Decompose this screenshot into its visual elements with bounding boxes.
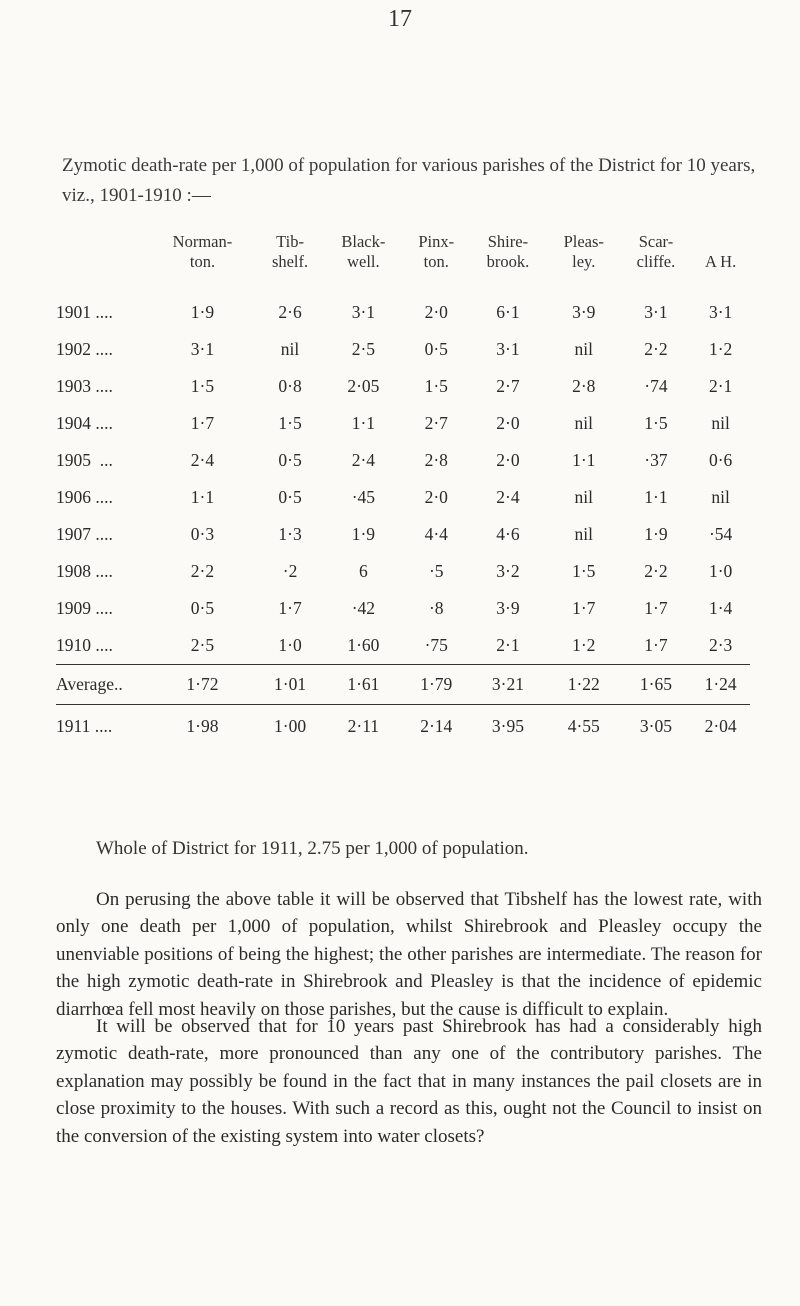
table-cell: 0·5 bbox=[278, 450, 302, 470]
table-cell: 0·6 bbox=[708, 450, 733, 470]
table-cell: 0·5 bbox=[278, 487, 302, 507]
table-cell: 1·5 bbox=[190, 376, 215, 396]
table-cell: 2·05 bbox=[347, 376, 380, 396]
table-cell: 2·2 bbox=[190, 561, 215, 581]
table-cell: 1·24 bbox=[691, 665, 750, 705]
table-cell: 3·1 bbox=[496, 339, 520, 359]
row-label: 1910 .... bbox=[56, 635, 113, 655]
table-cell: 6·1 bbox=[496, 302, 520, 322]
column-header-blackwell: Black- well. bbox=[341, 232, 386, 271]
table-cell: 1·01 bbox=[257, 665, 323, 705]
table-cell: 2·7 bbox=[496, 376, 520, 396]
table-cell: 2·4 bbox=[190, 450, 215, 470]
table-cell: 2·8 bbox=[424, 450, 448, 470]
table-cell: 1·2 bbox=[708, 339, 733, 359]
table-cell: 1·5 bbox=[572, 561, 596, 581]
table-cell: 1·7 bbox=[644, 598, 668, 618]
table-cell: 3·1 bbox=[190, 339, 215, 359]
row-label: 1903 .... bbox=[56, 376, 113, 396]
table-cell: 2·1 bbox=[708, 376, 733, 396]
table-row bbox=[56, 442, 750, 479]
table-cell: 1·22 bbox=[547, 665, 621, 705]
column-header-scarcliffe: Scar- cliffe. bbox=[636, 232, 676, 271]
table-row bbox=[56, 479, 750, 516]
table-cell: 1·65 bbox=[621, 665, 692, 705]
table-cell: 2·3 bbox=[708, 635, 733, 655]
table-row bbox=[56, 294, 750, 331]
table-cell: 6 bbox=[358, 561, 368, 581]
table-cell: 1·7 bbox=[278, 598, 302, 618]
table-cell: 1·5 bbox=[644, 413, 668, 433]
table-cell: 1·7 bbox=[190, 413, 215, 433]
table-cell: nil bbox=[574, 487, 593, 507]
table-cell: 1·00 bbox=[274, 716, 307, 736]
row-label: 1907 .... bbox=[56, 524, 113, 544]
table-cell: 1·3 bbox=[278, 524, 302, 544]
table-cell: ·74 bbox=[644, 376, 668, 396]
table-cell: nil bbox=[574, 339, 593, 359]
row-label: Average.. bbox=[56, 665, 148, 705]
table-cell: 3·95 bbox=[491, 716, 524, 736]
table-cell: 2·0 bbox=[496, 413, 520, 433]
district-summary: Whole of District for 1911, 2.75 per 1,000 of population. bbox=[96, 838, 529, 859]
table-cell: 4·4 bbox=[424, 524, 448, 544]
table-cell: 2·11 bbox=[347, 716, 380, 736]
table-cell: 1·79 bbox=[404, 665, 469, 705]
table-cell: 3·1 bbox=[644, 302, 668, 322]
table-cell: ·37 bbox=[644, 450, 668, 470]
table-cell: ·8 bbox=[428, 598, 444, 618]
table-cell: 1·2 bbox=[572, 635, 596, 655]
table-cell: 1·1 bbox=[572, 450, 596, 470]
table-cell: 2·4 bbox=[351, 450, 376, 470]
table-cell: 2·4 bbox=[496, 487, 520, 507]
table-cell: ·42 bbox=[351, 598, 376, 618]
table-caption: Zymotic death-rate per 1,000 of population for various parishes of the District for 10 years, viz., 1901-1910 :— bbox=[62, 155, 756, 206]
column-header-tibshelf: Tib- shelf. bbox=[271, 232, 309, 271]
table-cell: 2·1 bbox=[496, 635, 520, 655]
row-label: 1906 .... bbox=[56, 487, 113, 507]
table-cell: 1·98 bbox=[186, 716, 219, 736]
row-label: 1905 ... bbox=[56, 450, 113, 470]
page-number: 17 bbox=[388, 6, 412, 32]
table-cell: nil bbox=[574, 524, 593, 544]
table-cell: 1·5 bbox=[278, 413, 302, 433]
table-cell: 1·61 bbox=[323, 665, 403, 705]
table-header-row bbox=[56, 232, 750, 294]
table-cell: 3·1 bbox=[351, 302, 376, 322]
year-1911-row bbox=[56, 705, 750, 749]
column-header-shirebrook: Shire- brook. bbox=[486, 232, 530, 271]
table-cell: ·75 bbox=[424, 635, 448, 655]
paragraph-tibshelf-lowest: On perusing the above table it will be observed that Tibshelf has the lowest rate, with only one death per 1,000 of population, whilst Shirebrook and Pleasley occupy the unenviable positions of being the highest; the other parishes are intermediate. The reason for the high zymotic death-rate in Shirebrook and Pleasley is that the incidence of epidemic diarrhœa fell most heavily on those parishes, but the cause is difficult to explain. bbox=[56, 889, 762, 1020]
table-cell: 4·55 bbox=[567, 716, 600, 736]
table-cell: 1·60 bbox=[347, 635, 380, 655]
table-cell: 1·1 bbox=[644, 487, 668, 507]
table-cell: nil bbox=[280, 339, 300, 359]
table-cell: nil bbox=[711, 413, 730, 433]
table-cell: ·54 bbox=[708, 524, 733, 544]
table-cell: 2·14 bbox=[420, 716, 453, 736]
table-cell: 0·8 bbox=[278, 376, 302, 396]
table-cell: 2·2 bbox=[644, 339, 668, 359]
table-cell: 1·9 bbox=[190, 302, 215, 322]
table-cell: 3·9 bbox=[496, 598, 520, 618]
table-cell: 1·0 bbox=[708, 561, 733, 581]
death-rate-table bbox=[56, 232, 750, 748]
table-cell: 3·21 bbox=[469, 665, 547, 705]
column-header-ah: A H. bbox=[705, 252, 737, 271]
table-row bbox=[56, 627, 750, 665]
table-cell: 2·0 bbox=[424, 487, 448, 507]
column-header-pleasley: Pleas- ley. bbox=[563, 232, 604, 271]
table-cell: 1·1 bbox=[190, 487, 215, 507]
table-cell: 1·4 bbox=[708, 598, 733, 618]
table-cell: 1·7 bbox=[644, 635, 668, 655]
table-cell: nil bbox=[711, 487, 730, 507]
table-cell: 1·5 bbox=[424, 376, 448, 396]
table-cell: 2·6 bbox=[278, 302, 302, 322]
table-cell: 1·7 bbox=[572, 598, 596, 618]
table-cell: 3·9 bbox=[572, 302, 596, 322]
table-cell: 0·3 bbox=[190, 524, 215, 544]
table-row bbox=[56, 553, 750, 590]
table-row bbox=[56, 368, 750, 405]
table-cell: 4·6 bbox=[496, 524, 520, 544]
table-cell: 2·0 bbox=[496, 450, 520, 470]
table-cell: 1·0 bbox=[278, 635, 302, 655]
row-label: 1908 .... bbox=[56, 561, 113, 581]
column-header-year bbox=[56, 232, 148, 294]
table-cell: 2·5 bbox=[190, 635, 215, 655]
table-cell: nil bbox=[574, 413, 593, 433]
table-cell: 3·1 bbox=[708, 302, 733, 322]
table-cell: 2·0 bbox=[424, 302, 448, 322]
table-cell: ·5 bbox=[428, 561, 444, 581]
table-cell: 1·1 bbox=[351, 413, 376, 433]
table-cell: 1·9 bbox=[351, 524, 376, 544]
table-cell: ·2 bbox=[282, 561, 298, 581]
table-cell: 2·04 bbox=[704, 716, 737, 736]
table-cell: 3·2 bbox=[496, 561, 520, 581]
table-cell: ·45 bbox=[351, 487, 376, 507]
table-row bbox=[56, 590, 750, 627]
table-row bbox=[56, 331, 750, 368]
row-label: 1902 .... bbox=[56, 339, 113, 359]
paragraph-shirebrook-closets: It will be observed that for 10 years past Shirebrook has had a considerably high zymotic death-rate, more pronounced than any one of the contributory parishes. The explanation may possibly be found in the fact that in many instances the pail closets are in close proximity to the houses. With such a record as this, ought not the Council to insist on the conversion of the existing system into water closets? bbox=[56, 1016, 762, 1147]
row-label: 1901 .... bbox=[56, 302, 113, 322]
table-cell: 1·9 bbox=[644, 524, 668, 544]
table-cell: 0·5 bbox=[424, 339, 448, 359]
table-row bbox=[56, 516, 750, 553]
table-cell: 2·8 bbox=[572, 376, 596, 396]
table-cell: 2·7 bbox=[424, 413, 448, 433]
table-cell: 2·5 bbox=[351, 339, 376, 359]
column-header-normanton: Norman- ton. bbox=[172, 232, 233, 271]
average-row bbox=[56, 665, 750, 705]
table-body bbox=[56, 294, 750, 748]
column-header-pinxton: Pinx- ton. bbox=[418, 232, 455, 271]
table-row bbox=[56, 405, 750, 442]
table-cell: 0·5 bbox=[190, 598, 215, 618]
row-label: 1904 .... bbox=[56, 413, 113, 433]
table-cell: 1·72 bbox=[148, 665, 257, 705]
row-label: 1909 .... bbox=[56, 598, 113, 618]
table-cell: 2·2 bbox=[644, 561, 668, 581]
table-cell: 3·05 bbox=[639, 716, 672, 736]
row-label: 1911 .... bbox=[56, 716, 113, 736]
